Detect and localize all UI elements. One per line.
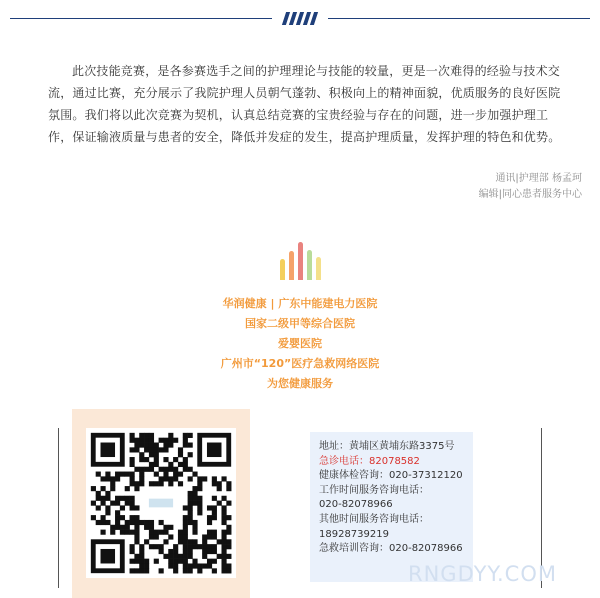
divider-line-left	[10, 18, 272, 19]
logo-bar	[307, 250, 312, 280]
org-line: 为您健康服务	[267, 377, 333, 390]
qr-code-icon	[86, 428, 236, 578]
contact-info	[310, 432, 473, 582]
credits	[479, 171, 582, 203]
checkup-phone: 健康体检咨询：020-37312120	[319, 470, 463, 482]
logo-bar	[280, 259, 285, 280]
logo-bar	[298, 242, 303, 280]
top-divider	[10, 12, 590, 26]
worktime-label: 工作时间服务咨询电话：	[319, 484, 429, 496]
editor-credit: 编辑|同心患者服务中心	[478, 189, 582, 200]
qr-code	[86, 428, 236, 578]
article-paragraph: 此次技能竞赛，是各参赛选手之间的护理理论与技能的较量，更是一次难得的经验与技术交流，通过比赛，充分展示了我院护理人员朝气蓬勃、积极向上的精神面貌，优质服务的良好医院氛围。我们将以此次竞赛为契机，认真总结竞赛的宝贵经验与存在的问题，进一步加强护理工作，保证输液质量与患者的安全，降低并发症的发生，提高护理质量，发挥护理的特色和优势。	[48, 64, 561, 144]
logo-bar	[316, 257, 321, 280]
org-line: 广州市“120”医疗急救网络医院	[220, 357, 380, 370]
org-line: 华润健康 | 广东中能建电力医院	[222, 297, 378, 310]
logo-bar	[289, 251, 294, 280]
divider-stripes-icon	[282, 12, 318, 26]
address-text: 地址：黄埔区黄埔东路3375号	[319, 441, 455, 452]
organization-block	[0, 294, 600, 394]
card-border-left	[58, 428, 59, 588]
divider-line-right	[328, 18, 590, 19]
offtime-phone: 18928739219	[319, 528, 389, 540]
org-line: 爱婴医院	[278, 337, 322, 350]
worktime-phone: 020-82078966	[319, 499, 393, 511]
watermark-text: RNGDYY.COM	[408, 562, 557, 586]
training-phone: 急救培训咨询：020-82078966	[319, 543, 463, 555]
bar-logo-icon	[0, 240, 600, 280]
reporter-credit: 通讯|护理部 杨孟珂	[495, 173, 582, 184]
offtime-label: 其他时间服务咨询电话：	[319, 513, 429, 525]
org-line: 国家二级甲等综合医院	[245, 317, 355, 330]
emergency-phone: 急诊电话：82078582	[319, 455, 420, 467]
